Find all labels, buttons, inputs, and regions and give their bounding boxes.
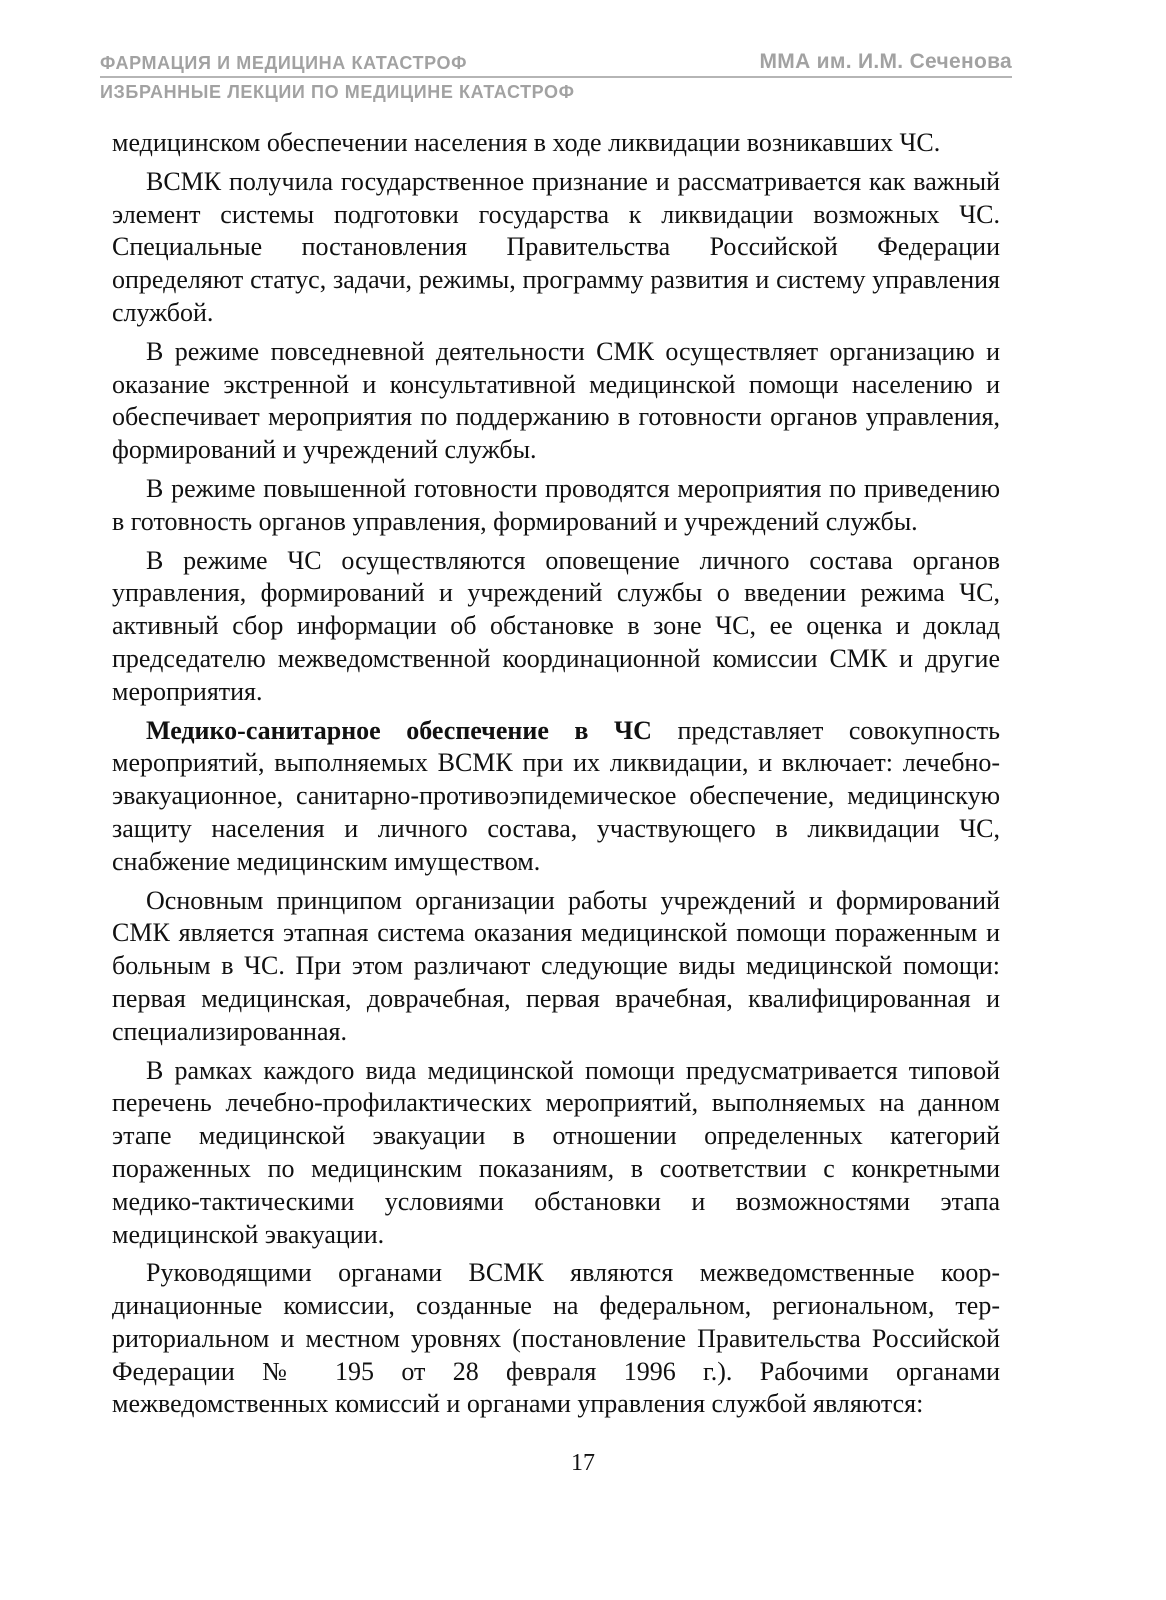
paragraph: В режиме повседневной деятельности СМК осуществляет организацию и оказание экстренной и консультативной медицинской помощи населению и обеспечивает мероприятия по поддержанию в готовности органов управления, формирований и учреждений службы. [112,336,1000,465]
paragraph: Основным принципом организации работы учреждений и формирований СМК является этапная система оказания медицинской помощи пораженным и больным в ЧС. При этом различают следующие виды медицинской помощи: первая медицинская, доврачебная, первая врачебная, квалифицированная и специализированная. [112,885,1000,1046]
book-title: ИЗБРАННЫЕ ЛЕКЦИИ ПО МЕДИЦИНЕ КАТАСТРОФ [100,82,575,102]
paragraph: ВСМК получила государственное признание и рассматривается как важный элемент системы подготовки государства к ликвидации возможных ЧС. Специальные постановления Правительства Российской Федерации определяют статус, задачи, режимы, программу развития и систему управления службой. [112,166,1000,327]
page-number: 17 [571,1450,595,1476]
paragraph: В режиме ЧС осуществляются оповещение личного состава органов управления, формирований и учреждений службы о введении режима ЧС, активный сбор информации об обстановке в зоне ЧС, ее оценка и доклад председателю межведомственной координационной комиссии СМК и другие мероприятия. [112,545,1000,706]
paragraph-continued: медицинском обеспечении населения в ходе ликвидации возникавших ЧС. [112,128,941,157]
paragraph-definition [112,715,1000,879]
series-title: ФАРМАЦИЯ И МЕДИЦИНА КАТАСТРОФ [100,53,468,73]
bold-term: Медико-санитарное обеспечение в ЧС [146,715,652,745]
paragraph: В рамках каждого вида медицинской помощи предусматривается типовой перечень лечебно-профилактических мероприятий, выполняемых на данном этапе медицинской эвакуации в отношении определенных категорий пораженных по медицинским показаниям, в соответствии с конкретными медико-тактическими условиями обстановки и возможностями этапа медицинской эвакуации. [112,1055,1000,1249]
body-text [112,127,1000,1427]
running-head-top-row [100,50,1012,78]
definition-text: представляет совокупность мероприятий, выполняемых ВСМК при их ликвидации, и включает: лечебно-эвакуационное, санитарно-противоэпидемическое обеспечение, медицинскую защиту населения и личного состава, участвующего в ликвидации ЧС, снабжение медицинским имуществом. [112,715,1000,876]
paragraph: В режиме повышенной готовности проводятся мероприятия по приведению в готовность органов управления, формирований и учреждений службы. [112,473,1000,536]
publisher-name: ММА им. И.М. Сеченова [759,50,1012,73]
running-head [100,50,1012,103]
paragraph: Руководящими органами ВСМК являются межведомственные координационные комиссии, созданные на федеральном, региональном, территориальном и местном уровнях (постановление Правительства Российской Федерации № 195 от 28 февраля 1996 г.). Рабочими органами межведомственных комиссий и органами управления службой являются: [112,1258,1000,1419]
